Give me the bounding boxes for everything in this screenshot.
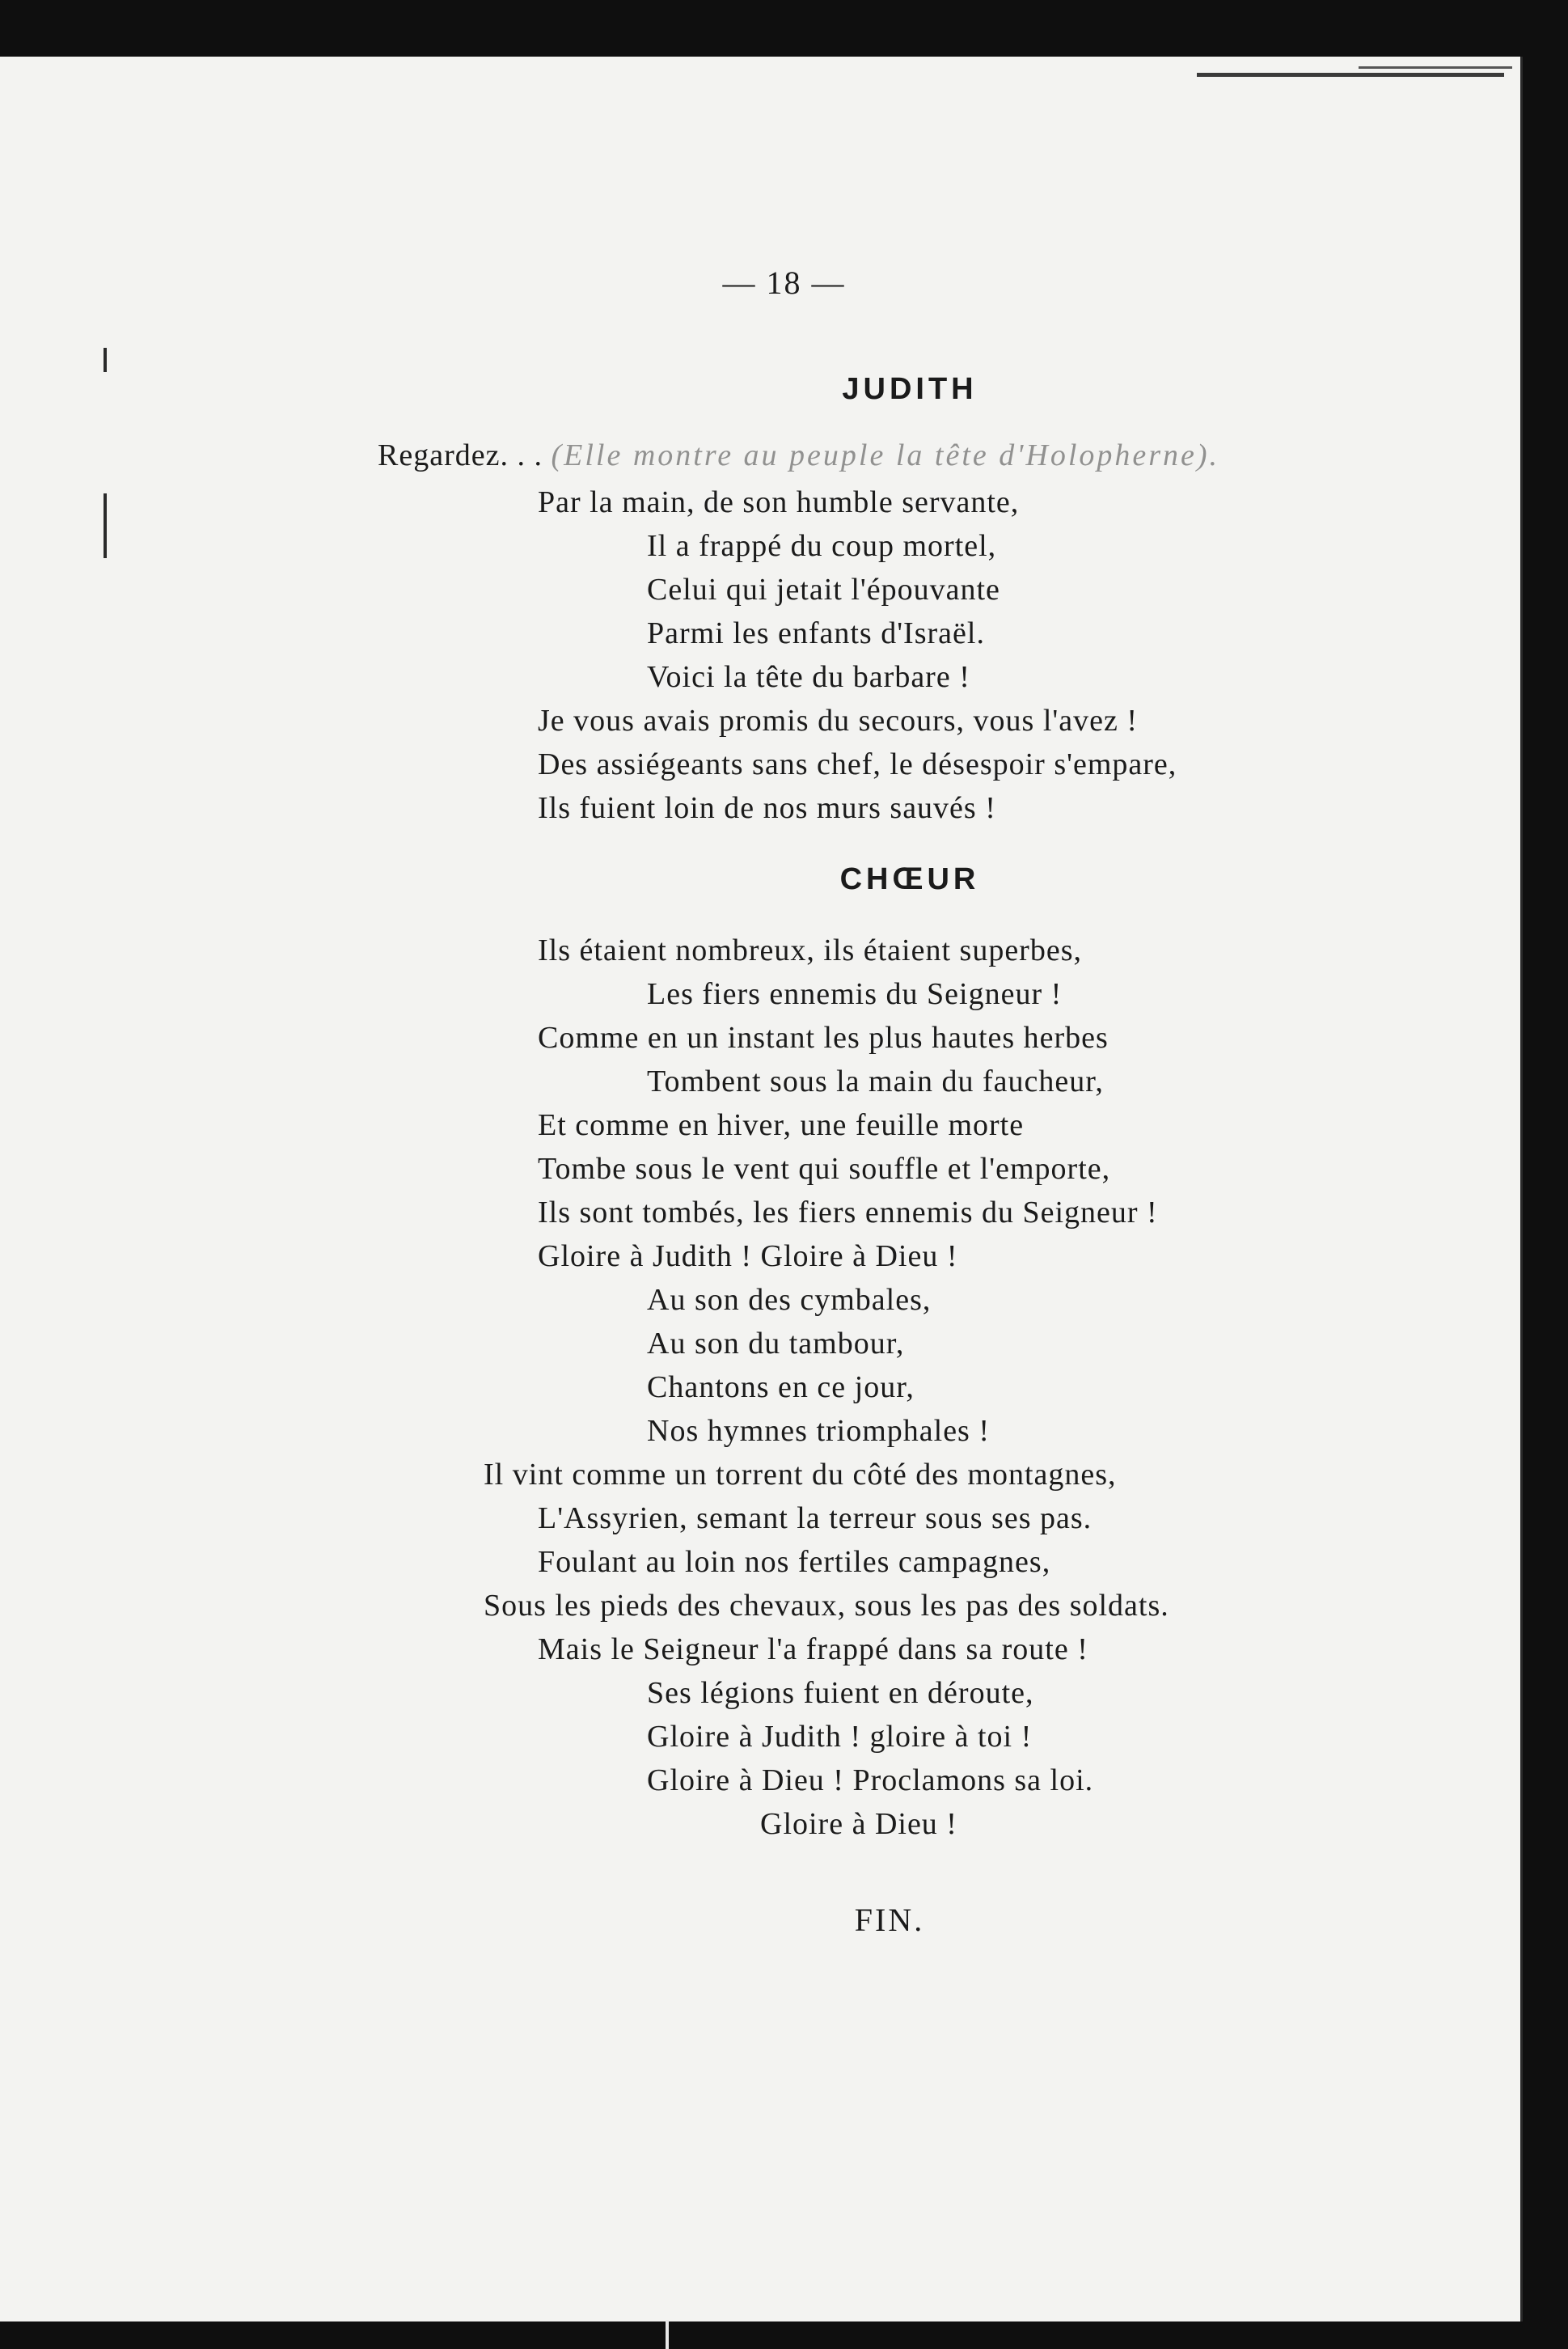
verse-line: Nos hymnes triomphales !	[647, 1414, 991, 1448]
heading-choeur: CHŒUR	[839, 862, 980, 896]
speech-lead-line	[378, 437, 1219, 474]
verse-line: Les fiers ennemis du Seigneur !	[647, 977, 1063, 1011]
verse-line: Ils étaient nombreux, ils étaient superbes,	[538, 933, 1082, 967]
margin-mark	[104, 493, 107, 558]
verse-line: Foulant au loin nos fertiles campagnes,	[538, 1545, 1051, 1579]
verse-line: Gloire à Dieu ! Proclamons sa loi.	[647, 1763, 1094, 1797]
verse-line: Mais le Seigneur l'a frappé dans sa route !	[538, 1632, 1088, 1666]
verse-line: Celui qui jetait l'épouvante	[647, 573, 1000, 607]
verse-line: Et comme en hiver, une feuille morte	[538, 1108, 1025, 1142]
verse-line: Gloire à Judith ! gloire à toi !	[647, 1720, 1033, 1754]
verse-line: Gloire à Judith ! Gloire à Dieu !	[538, 1239, 958, 1273]
scan-mark	[666, 2320, 669, 2349]
page-edge-shadow	[1197, 73, 1504, 77]
verse-line: Au son du tambour,	[647, 1327, 905, 1361]
verse-line: L'Assyrien, semant la terreur sous ses pas.	[538, 1501, 1093, 1535]
verse-line: Voici la tête du barbare !	[647, 660, 970, 694]
verse-line: Ils sont tombés, les fiers ennemis du Seigneur !	[538, 1196, 1158, 1230]
verse-line: Ils fuient loin de nos murs sauvés !	[538, 791, 996, 825]
margin-mark	[104, 348, 107, 372]
verse-line: Il a frappé du coup mortel,	[647, 529, 997, 563]
verse-line: Chantons en ce jour,	[647, 1370, 915, 1404]
verse-line: Au son des cymbales,	[647, 1283, 932, 1317]
verse-line: Ses légions fuient en déroute,	[647, 1676, 1034, 1710]
page-edge-shadow-top	[1359, 66, 1512, 69]
page-number: — 18 —	[722, 265, 846, 301]
verse-line: Des assiégeants sans chef, le désespoir s'empare,	[538, 747, 1177, 781]
heading-judith: JUDITH	[842, 372, 978, 406]
verse-line: Sous les pieds des chevaux, sous les pas des soldats.	[484, 1589, 1169, 1623]
verse-line: Je vous avais promis du secours, vous l'avez !	[538, 704, 1138, 738]
verse-line: Parmi les enfants d'Israël.	[647, 616, 985, 650]
verse-line: Il vint comme un torrent du côté des montagnes,	[484, 1458, 1117, 1492]
end-mark: FIN.	[854, 1902, 925, 1938]
verse-line: Tombent sous la main du faucheur,	[647, 1064, 1104, 1098]
speech-lead: Regardez. . .	[378, 438, 543, 472]
verse-line: Tombe sous le vent qui souffle et l'emporte,	[538, 1152, 1111, 1186]
verse-line: Comme en un instant les plus hautes herbes	[538, 1021, 1109, 1055]
verse-line: Gloire à Dieu !	[760, 1807, 957, 1841]
stage-direction: (Elle montre au peuple la tête d'Holopherne).	[551, 438, 1220, 472]
verse-line: Par la main, de son humble servante,	[538, 485, 1020, 519]
